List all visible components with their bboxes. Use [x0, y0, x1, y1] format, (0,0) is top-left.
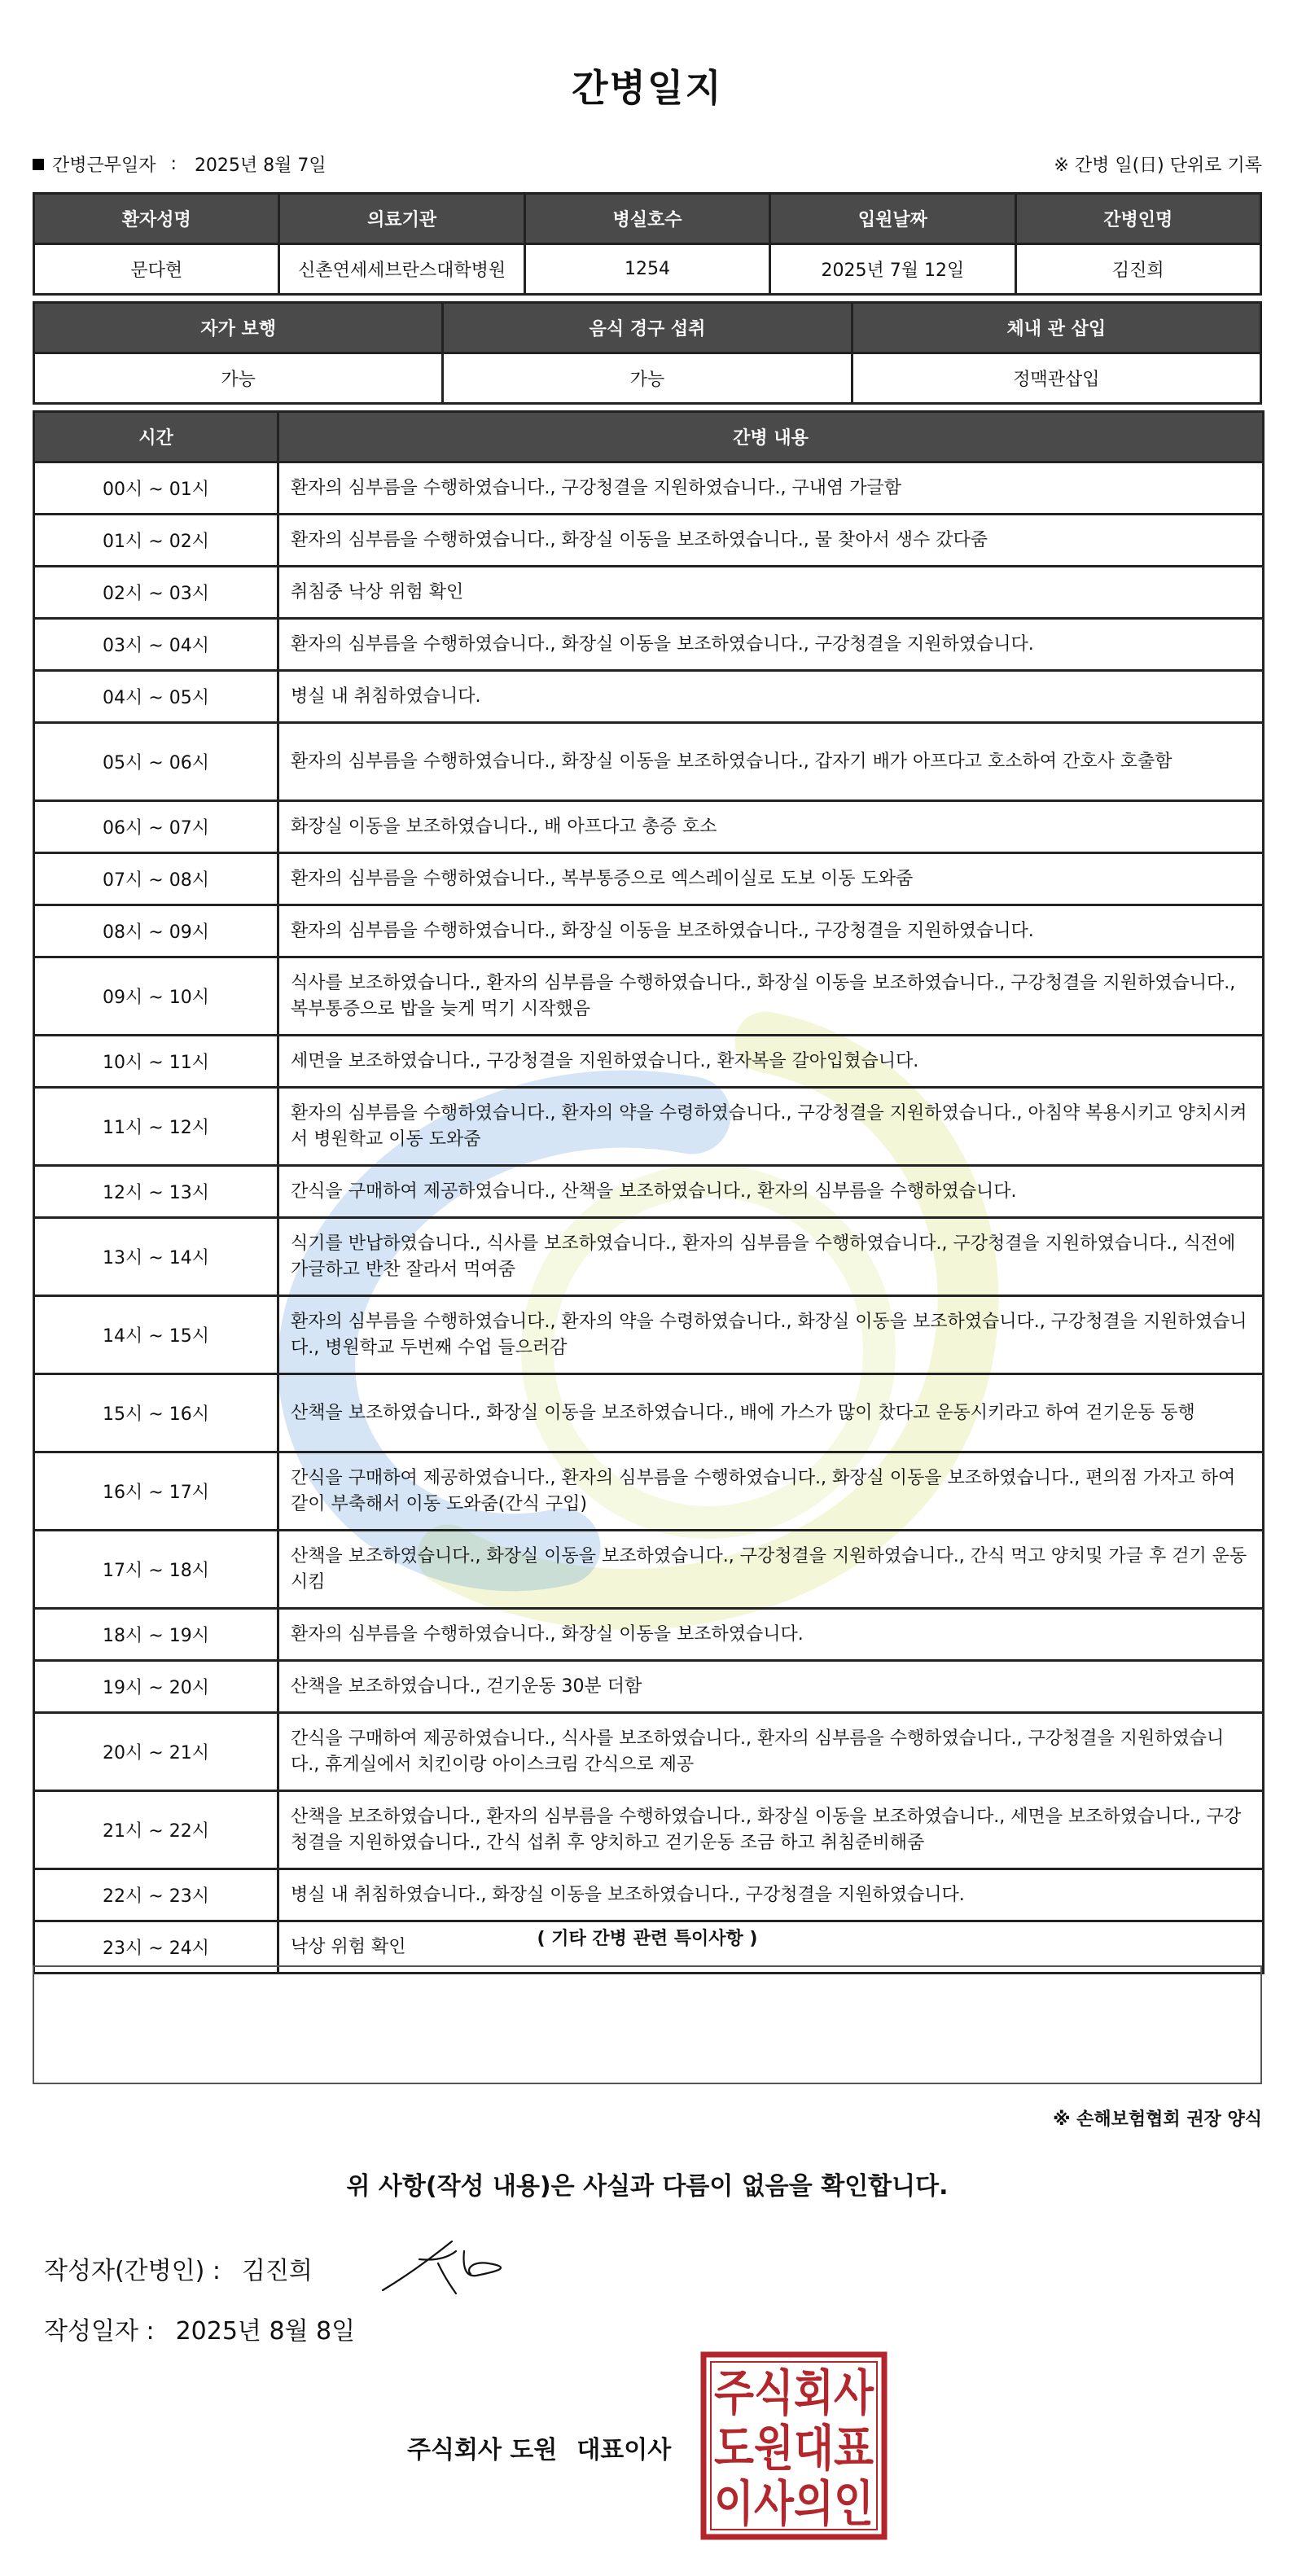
care-log-document — [33, 0, 1262, 2576]
care-content-cell: 환자의 심부름을 수행하였습니다., 구강청결을 지원하였습니다., 구내염 가글함 — [278, 462, 1264, 515]
time-cell: 17시 ~ 18시 — [34, 1531, 278, 1609]
header-patient-name: 환자성명 — [34, 194, 279, 244]
care-content-cell: 식사를 보조하였습니다., 환자의 심부름을 수행하였습니다., 화장실 이동을 보조하였습니다., 구강청결을 지원하였습니다., 복부통증으로 밥을 늦게 먹기 시작했음 — [278, 957, 1264, 1036]
time-cell: 02시 ~ 03시 — [34, 567, 278, 619]
table-row — [34, 957, 1264, 1036]
table-row — [34, 1869, 1264, 1921]
time-cell: 13시 ~ 14시 — [34, 1218, 278, 1296]
time-cell: 03시 ~ 04시 — [34, 619, 278, 671]
care-content-cell: 산책을 보조하였습니다., 화장실 이동을 보조하였습니다., 구강청결을 지원하였습니다., 간식 먹고 양치및 가글 후 걷기 운동 시킴 — [278, 1531, 1264, 1609]
page-title: 간병일지 — [572, 66, 723, 110]
care-content-cell: 화장실 이동을 보조하였습니다., 배 아프다고 총증 호소 — [278, 801, 1264, 853]
header-time: 시간 — [34, 412, 278, 462]
time-cell: 07시 ~ 08시 — [34, 853, 278, 905]
caregiver-name: 김진희 — [1015, 244, 1260, 295]
header-self-walking: 자가 보행 — [34, 303, 443, 353]
time-cell: 18시 ~ 19시 — [34, 1609, 278, 1661]
company-line — [407, 2429, 671, 2465]
care-content-cell: 병실 내 취침하였습니다. — [278, 671, 1264, 723]
table-row — [34, 1713, 1264, 1791]
company-seal-icon — [700, 2351, 888, 2540]
admission-date: 2025년 7월 12일 — [770, 244, 1015, 295]
care-content-cell: 산책을 보조하였습니다., 화장실 이동을 보조하였습니다., 배에 가스가 많이 찼다고 운동시키라고 하여 걷기운동 동행 — [278, 1374, 1264, 1452]
time-cell: 16시 ~ 17시 — [34, 1452, 278, 1531]
work-date-colon: : — [170, 154, 177, 174]
time-cell: 21시 ~ 22시 — [34, 1791, 278, 1869]
table-row — [34, 1166, 1264, 1218]
time-cell: 04시 ~ 05시 — [34, 671, 278, 723]
table-row — [34, 801, 1264, 853]
header-hospital: 의료기관 — [279, 194, 524, 244]
care-content-cell: 환자의 심부름을 수행하였습니다., 화장실 이동을 보조하였습니다., 구강청결을 지원하였습니다. — [278, 619, 1264, 671]
bullet-square-icon — [33, 159, 44, 170]
self-walking-value: 가능 — [34, 353, 443, 404]
time-cell: 23시 ~ 24시 — [34, 1921, 278, 1974]
work-date-value: 2025년 8월 7일 — [194, 156, 327, 176]
seal-text: 주식회사 — [714, 2365, 874, 2422]
table-row — [34, 1296, 1264, 1374]
time-cell: 19시 ~ 20시 — [34, 1661, 278, 1713]
time-cell: 06시 ~ 07시 — [34, 801, 278, 853]
company-role: 대표이사 — [576, 2436, 672, 2464]
header-oral-intake: 음식 경구 섭취 — [443, 303, 852, 353]
table-row — [34, 1791, 1264, 1869]
care-content-cell: 산책을 보조하였습니다., 걷기운동 30분 더함 — [278, 1661, 1264, 1713]
care-content-cell: 간식을 구매하여 제공하였습니다., 산책을 보조하였습니다., 환자의 심부름을 수행하였습니다. — [278, 1166, 1264, 1218]
care-log-body — [34, 462, 1264, 1974]
care-content-cell: 간식을 구매하여 제공하였습니다., 환자의 심부름을 수행하였습니다., 화장실 이동을 보조하였습니다., 편의점 가자고 하여 같이 부축해서 이동 도와줌(간식 구입) — [278, 1452, 1264, 1531]
header-caregiver-name: 간병인명 — [1015, 194, 1260, 244]
care-content-cell: 취침중 낙상 위험 확인 — [278, 567, 1264, 619]
care-content-cell: 세면을 보조하였습니다., 구강청결을 지원하였습니다., 환자복을 갈아입혔습니다. — [278, 1036, 1264, 1088]
table-row — [34, 619, 1264, 671]
header-care-content: 간병 내용 — [278, 412, 1264, 462]
time-cell: 14시 ~ 15시 — [34, 1296, 278, 1374]
oral-intake-value: 가능 — [443, 353, 852, 404]
table-row — [34, 515, 1264, 567]
table-row — [34, 567, 1264, 619]
table-row — [34, 1218, 1264, 1296]
time-cell: 09시 ~ 10시 — [34, 957, 278, 1036]
tube-insertion-value: 정맥관삽입 — [852, 353, 1260, 404]
company-name: 주식회사 도원 — [407, 2436, 558, 2464]
time-cell: 22시 ~ 23시 — [34, 1869, 278, 1921]
table-row — [34, 462, 1264, 515]
header-room-number: 병실호수 — [524, 194, 769, 244]
time-cell: 12시 ~ 13시 — [34, 1166, 278, 1218]
care-content-cell: 낙상 위험 확인 — [278, 1921, 1264, 1974]
table-row — [34, 1036, 1264, 1088]
header-admission-date: 입원날짜 — [770, 194, 1015, 244]
written-date-line — [44, 2311, 355, 2346]
care-content-cell: 환자의 심부름을 수행하였습니다., 화장실 이동을 보조하였습니다. — [278, 1609, 1264, 1661]
table-row — [34, 1661, 1264, 1713]
table-row — [34, 1609, 1264, 1661]
table-row — [34, 1088, 1264, 1166]
author-line — [44, 2250, 313, 2286]
header-tube-insertion: 체내 관 삽입 — [852, 303, 1260, 353]
hospital-name: 신촌연세세브란스대학병원 — [279, 244, 524, 295]
patient-status-table — [33, 301, 1262, 405]
unit-note: ※ 간병 일(日) 단위로 기록 — [1054, 156, 1262, 176]
confirmation-statement: 위 사항(작성 내용)은 사실과 다름이 없음을 확인합니다. — [346, 2172, 949, 2201]
signature-icon — [375, 2227, 521, 2300]
table-row — [34, 905, 1264, 957]
notes-title: ( 기타 간병 관련 특이사항 ) — [537, 1929, 758, 1949]
care-log-table — [33, 410, 1265, 1974]
written-date-label: 작성일자 : — [44, 2317, 155, 2346]
care-content-cell: 환자의 심부름을 수행하였습니다., 환자의 약을 수령하였습니다., 구강청결을 지원하였습니다., 아침약 복용시키고 양치시켜서 병원학교 이동 도와줌 — [278, 1088, 1264, 1166]
care-content-cell: 환자의 심부름을 수행하였습니다., 화장실 이동을 보조하였습니다., 물 찾아서 생수 갔다줌 — [278, 515, 1264, 567]
patient-name: 문다현 — [34, 244, 279, 295]
notes-box — [33, 1965, 1262, 2084]
table-row — [34, 1452, 1264, 1531]
seal-text: 이사의인 — [714, 2476, 874, 2533]
care-content-cell: 산책을 보조하였습니다., 환자의 심부름을 수행하였습니다., 화장실 이동을 보조하였습니다., 세면을 보조하였습니다., 구강청결을 지원하였습니다., 간식 섭취 후 양치하고 걷기운동 조금 하고 취침준비해줌 — [278, 1791, 1264, 1869]
work-date-line — [33, 151, 1262, 177]
written-date-value: 2025년 8월 8일 — [175, 2317, 356, 2346]
time-cell: 08시 ~ 09시 — [34, 905, 278, 957]
time-cell: 05시 ~ 06시 — [34, 723, 278, 801]
form-note: ※ 손해보험협회 권장 양식 — [1053, 2109, 1262, 2130]
patient-info-table — [33, 192, 1262, 296]
time-cell: 20시 ~ 21시 — [34, 1713, 278, 1791]
time-cell: 01시 ~ 02시 — [34, 515, 278, 567]
table-row — [34, 723, 1264, 801]
room-number: 1254 — [524, 244, 769, 295]
time-cell: 11시 ~ 12시 — [34, 1088, 278, 1166]
table-row — [34, 671, 1264, 723]
table-row — [34, 1531, 1264, 1609]
care-content-cell: 식기를 반납하였습니다., 식사를 보조하였습니다., 환자의 심부름을 수행하였습니다., 구강청결을 지원하였습니다., 식전에 가글하고 반찬 잘라서 먹여줌 — [278, 1218, 1264, 1296]
care-content-cell: 환자의 심부름을 수행하였습니다., 환자의 약을 수령하였습니다., 화장실 이동을 보조하였습니다., 구강청결을 지원하였습니다., 병원학교 두번째 수업 들으러감 — [278, 1296, 1264, 1374]
care-content-cell: 병실 내 취침하였습니다., 화장실 이동을 보조하였습니다., 구강청결을 지원하였습니다. — [278, 1869, 1264, 1921]
time-cell: 15시 ~ 16시 — [34, 1374, 278, 1452]
care-content-cell: 환자의 심부름을 수행하였습니다., 화장실 이동을 보조하였습니다., 갑자기 배가 아프다고 호소하여 간호사 호출함 — [278, 723, 1264, 801]
table-row — [34, 853, 1264, 905]
author-label: 작성자(간병인) : — [44, 2257, 221, 2285]
care-content-cell: 환자의 심부름을 수행하였습니다., 화장실 이동을 보조하였습니다., 구강청결을 지원하였습니다. — [278, 905, 1264, 957]
seal-text: 도원대표 — [714, 2420, 874, 2477]
care-content-cell: 간식을 구매하여 제공하였습니다., 식사를 보조하였습니다., 환자의 심부름을 수행하였습니다., 구강청결을 지원하였습니다., 휴게실에서 치킨이랑 아이스크림 간식으로 제공 — [278, 1713, 1264, 1791]
table-row — [34, 1374, 1264, 1452]
time-cell: 10시 ~ 11시 — [34, 1036, 278, 1088]
work-date-label: 간병근무일자 — [52, 156, 156, 176]
care-content-cell: 환자의 심부름을 수행하였습니다., 복부통증으로 엑스레이실로 도보 이동 도와줌 — [278, 853, 1264, 905]
time-cell: 00시 ~ 01시 — [34, 462, 278, 515]
author-name: 김진희 — [241, 2257, 313, 2285]
